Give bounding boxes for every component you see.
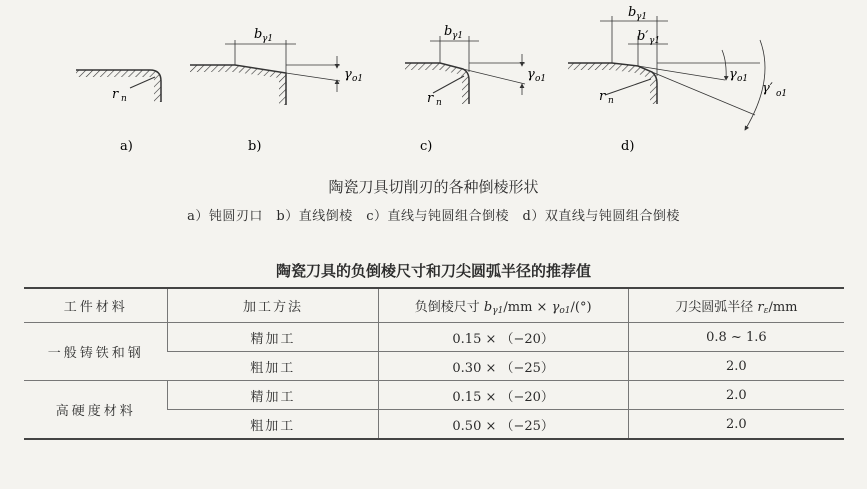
header-radius: 刀尖圆弧半径 $r_\varepsilon/mm$: [628, 288, 844, 323]
table-title: 陶瓷刀具的负倒棱尺寸和刀尖圆弧半径的推荐值: [275, 262, 591, 280]
method-cell: 精加工: [168, 381, 378, 410]
svg-text:o1: o1: [776, 89, 788, 99]
radius-cell: 2.0: [628, 352, 844, 381]
material-cell: 一般铸铁和钢: [24, 323, 168, 381]
recommendation-table: [24, 287, 844, 440]
method-cell: 精加工: [168, 323, 378, 352]
svg-text:o1: o1: [352, 74, 364, 84]
table-header-row: [24, 288, 844, 323]
subfig-b: [190, 27, 363, 154]
svg-text:γ1: γ1: [262, 34, 274, 44]
svg-text:n: n: [608, 96, 614, 106]
chamfer-cell: 0.30 × （−25）: [378, 352, 628, 381]
gammaprime-label-d: γ′: [762, 81, 773, 96]
radius-cell: 2.0: [628, 410, 844, 440]
gamma-label-d: γ: [729, 67, 737, 82]
rn-label-d: r: [599, 89, 606, 104]
rn-label-c: r: [427, 91, 434, 106]
svg-text:o1: o1: [535, 74, 547, 84]
gamma-label-c: γ: [527, 67, 535, 82]
subfig-label-c: c): [420, 139, 433, 154]
table-row: [24, 323, 844, 352]
subfig-label-b: b): [248, 139, 262, 154]
svg-text:n: n: [436, 98, 442, 108]
method-cell: 粗加工: [168, 410, 378, 440]
radius-cell: 2.0: [628, 381, 844, 410]
rn-label-a: r: [112, 87, 119, 102]
header-method: 加工方法: [168, 288, 378, 323]
svg-text:γ1: γ1: [649, 36, 661, 46]
subfig-label-a: a): [120, 139, 133, 154]
chamfer-shapes-figure: [0, 0, 867, 170]
figure-caption: 陶瓷刀具切削刃的各种倒棱形状: [328, 178, 539, 196]
bprime-label-d: b′: [637, 29, 649, 44]
b-label-b: b: [254, 27, 263, 42]
chamfer-cell: 0.15 × （−20）: [378, 381, 628, 410]
chamfer-cell: 0.15 × （−20）: [378, 323, 628, 352]
gamma-label-b: γ: [344, 67, 352, 82]
method-cell: 粗加工: [168, 352, 378, 381]
material-cell: 高硬度材料: [24, 381, 168, 440]
table-row: [24, 381, 844, 410]
b-label-c: b: [444, 24, 453, 39]
radius-cell: 0.8 ~ 1.6: [628, 323, 844, 352]
header-material: 工件材料: [63, 300, 128, 315]
chamfer-cell: 0.50 × （−25）: [378, 410, 628, 440]
figure-legend: a）钝圆刃口 b）直线倒棱 c）直线与钝圆组合倒棱 d）双直线与钝圆组合倒棱: [187, 209, 680, 224]
svg-text:o1: o1: [737, 74, 749, 84]
svg-text:γ1: γ1: [452, 31, 464, 41]
subfig-label-d: d): [621, 139, 635, 154]
b-label-d: b: [628, 5, 637, 20]
svg-text:n: n: [121, 94, 127, 104]
subfig-d: [568, 5, 787, 154]
svg-text:γ1: γ1: [636, 12, 648, 22]
subfig-a: [76, 70, 161, 154]
header-chamfer: 负倒棱尺寸 $b_{\gamma 1}/mm \times \gamma_{o1}/(^\circ)$: [378, 288, 628, 323]
subfig-c: [405, 24, 546, 154]
